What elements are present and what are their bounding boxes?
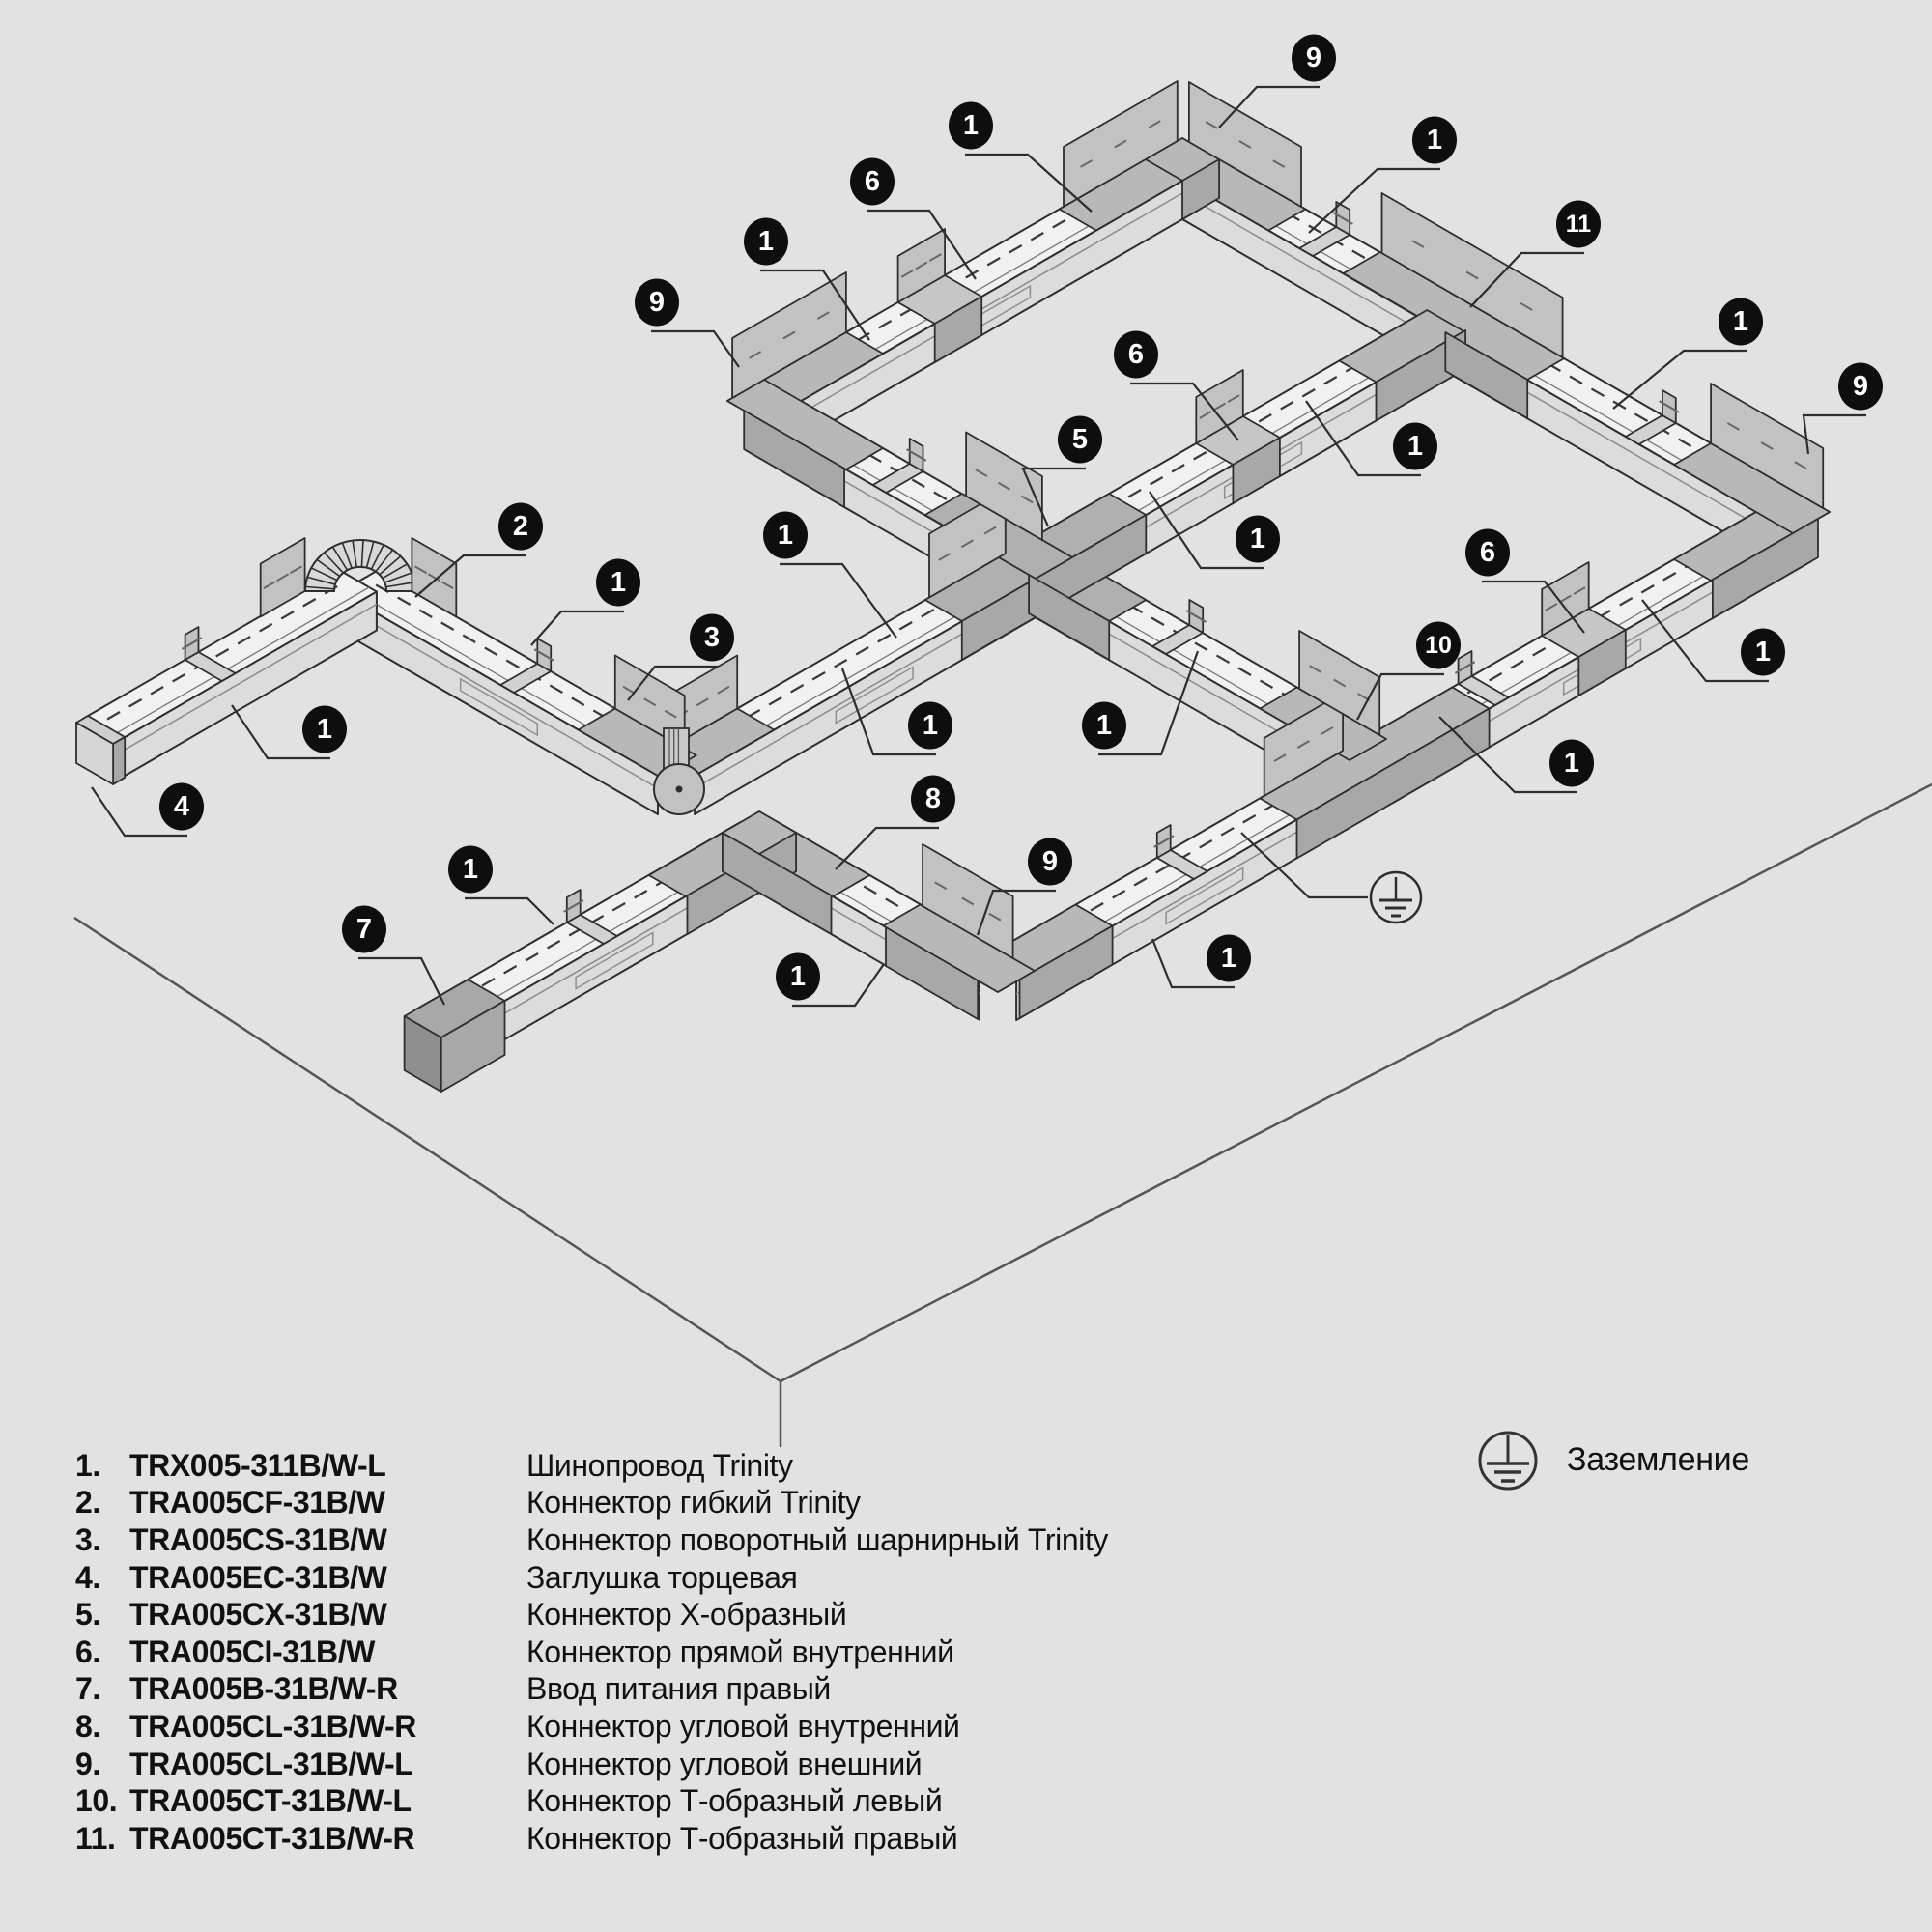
- callout-number-6: 6: [864, 166, 881, 197]
- legend-item-code: TRA005CF-31B/W: [129, 1485, 385, 1520]
- legend-row-5: [75, 1596, 1370, 1634]
- callout-number-1: 1: [1406, 431, 1424, 462]
- callout-number-9: 9: [648, 287, 666, 318]
- callout-number-7: 7: [355, 914, 373, 945]
- legend-item-description: Заглушка торцевая: [526, 1559, 798, 1595]
- legend-item-description: Коннектор поворотный шарнирный Trinity: [526, 1521, 1109, 1557]
- callout-number-9: 9: [1305, 43, 1322, 73]
- floor-edge-left: [74, 918, 781, 1381]
- callout-number-1: 1: [777, 520, 794, 551]
- callout-number-11: 11: [1565, 211, 1592, 238]
- swivel-hinge-pin: [676, 786, 683, 793]
- ground-legend-label: Заземление: [1567, 1440, 1749, 1478]
- callout-number-1: 1: [962, 110, 980, 141]
- callout-number-10: 10: [1425, 632, 1452, 659]
- legend-item-number: 11.: [75, 1820, 116, 1856]
- callout-number-1: 1: [1426, 125, 1443, 156]
- ground-legend-row: [1476, 1428, 1749, 1492]
- track-run-f2-v3-face: [340, 592, 658, 814]
- legend-item-number: 1.: [75, 1447, 100, 1483]
- callout-number-1: 1: [1563, 748, 1580, 779]
- callout-number-1: 1: [610, 567, 627, 598]
- legend-item-number: 7.: [75, 1671, 100, 1707]
- ground-symbol-icon: [1476, 1428, 1540, 1492]
- legend-item-number: 6.: [75, 1634, 100, 1669]
- legend-item-description: Коннектор прямой внутренний: [526, 1634, 954, 1669]
- callout-number-9: 9: [1852, 371, 1869, 402]
- legend-item-code: TRA005CX-31B/W: [129, 1597, 387, 1633]
- callout-number-1: 1: [1220, 943, 1237, 974]
- end-cap-4-front: [113, 737, 125, 784]
- legend-row-2: [75, 1485, 1370, 1522]
- legend-item-description: Коннектор угловой внутренний: [526, 1708, 960, 1744]
- legend-row-1: [75, 1447, 1370, 1485]
- legend-item-number: 3.: [75, 1521, 100, 1557]
- legend-item-description: Коннектор Т-образный правый: [526, 1820, 958, 1856]
- callout-leader-7: [358, 958, 444, 1005]
- callout-number-1: 1: [757, 226, 775, 257]
- legend-item-code: TRA005CL-31B/W-L: [129, 1746, 413, 1781]
- legend-item-code: TRX005-311B/W-L: [129, 1447, 386, 1483]
- legend-item-description: Коннектор Х-образный: [526, 1597, 847, 1633]
- callout-number-4: 4: [173, 791, 190, 822]
- legend-item-code: TRA005CL-31B/W-R: [129, 1708, 416, 1744]
- callout-number-1: 1: [1095, 710, 1113, 741]
- callout-number-1: 1: [316, 714, 333, 745]
- legend-item-code: TRA005CI-31B/W: [129, 1634, 376, 1669]
- legend-item-number: 2.: [75, 1485, 100, 1520]
- legend-item-code: TRA005CT-31B/W-R: [129, 1820, 415, 1856]
- callout-number-1: 1: [462, 854, 479, 885]
- legend-item-number: 5.: [75, 1597, 100, 1633]
- callout-number-1: 1: [1249, 524, 1266, 554]
- callout-number-1: 1: [1732, 306, 1749, 337]
- legend-item-number: 4.: [75, 1559, 100, 1595]
- callout-number-1: 1: [789, 961, 807, 992]
- legend-row-4: [75, 1559, 1370, 1597]
- callout-leader-1: [531, 611, 624, 645]
- legend-item-number: 8.: [75, 1708, 100, 1744]
- callout-leader-1: [465, 898, 554, 924]
- legend-row-10: [75, 1782, 1370, 1820]
- legend-row-3: [75, 1521, 1370, 1559]
- legend: [75, 1447, 1370, 1858]
- callout-number-6: 6: [1127, 339, 1145, 370]
- legend-item-code: TRA005CT-31B/W-L: [129, 1783, 412, 1819]
- callout-leader-9: [651, 331, 739, 367]
- legend-item-description: Ввод питания правый: [526, 1671, 831, 1707]
- legend-item-description: Коннектор угловой внешний: [526, 1746, 923, 1781]
- callout-number-1: 1: [1754, 637, 1772, 668]
- callout-number-5: 5: [1071, 424, 1089, 455]
- legend-item-code: TRA005EC-31B/W: [129, 1559, 387, 1595]
- legend-item-code: TRA005CS-31B/W: [129, 1521, 387, 1557]
- callout-number-9: 9: [1041, 846, 1059, 877]
- legend-row-9: [75, 1746, 1370, 1783]
- legend-item-number: 9.: [75, 1746, 100, 1781]
- track-run-f2-v3-face-lip: [340, 605, 658, 788]
- legend-row-11: [75, 1820, 1370, 1858]
- callout-number-8: 8: [924, 783, 942, 814]
- legend-item-description: Коннектор гибкий Trinity: [526, 1485, 861, 1520]
- legend-item-description: Коннектор Т-образный левый: [526, 1783, 943, 1819]
- legend-item-number: 10.: [75, 1783, 118, 1819]
- callout-number-1: 1: [922, 710, 939, 741]
- legend-row-6: [75, 1634, 1370, 1671]
- legend-row-8: [75, 1708, 1370, 1746]
- callout-number-6: 6: [1479, 537, 1496, 568]
- callout-number-3: 3: [703, 622, 721, 653]
- legend-row-7: [75, 1671, 1370, 1709]
- callout-number-2: 2: [512, 511, 529, 542]
- legend-item-code: TRA005B-31B/W-R: [129, 1671, 398, 1707]
- legend-item-description: Шинопровод Trinity: [526, 1447, 793, 1483]
